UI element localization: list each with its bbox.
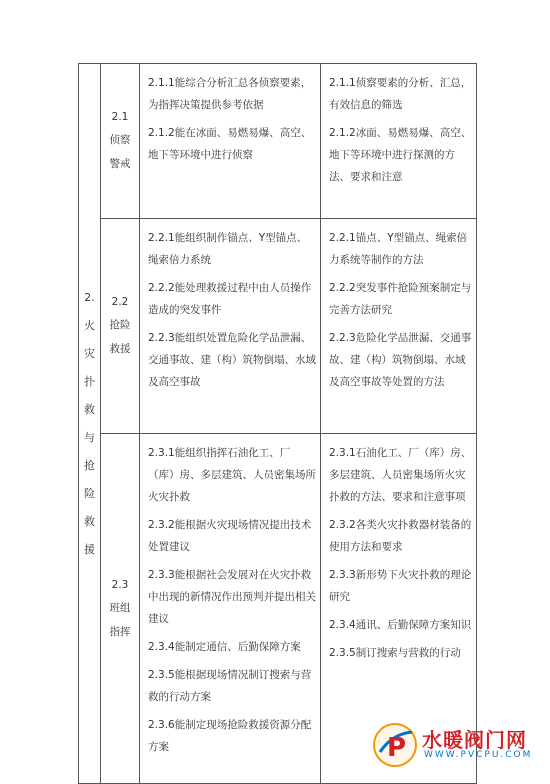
- watermark-url: WWW.PVCPU.COM: [424, 750, 533, 760]
- knowledge-item: 2.2.1锚点、Y型锚点、绳索倍力系统等制作的方法: [329, 232, 468, 266]
- requirement-item: 2.3.2能根据火灾现场情况提出技术处置建议: [148, 519, 312, 553]
- requirement-item: 2.1.2能在冰面、易燃易爆、高空、地下等环境中进行侦察: [148, 127, 312, 161]
- knowledge-item: 2.3.4通讯、后勤保障方案知识: [329, 619, 472, 631]
- section-name: 班组指挥: [109, 601, 131, 638]
- category-cell: [79, 64, 101, 784]
- knowledge-item: 2.1.1侦察要素的分析、汇总，有效信息的筛选: [329, 77, 472, 111]
- knowledge-cell: [321, 219, 477, 434]
- site-watermark: [372, 722, 542, 770]
- category-char: 扑: [84, 374, 95, 388]
- requirements-cell: [140, 434, 321, 784]
- knowledge-item: 2.2.3危险化学品泄漏、交通事故、建（构）筑物倒塌、水域及高空事故等处置的方法: [329, 332, 472, 388]
- standards-table: [78, 63, 477, 784]
- requirement-item: 2.1.1能综合分析汇总各侦察要素，为指挥决策提供参考依据: [148, 77, 312, 111]
- section-number: 2.1: [111, 111, 129, 123]
- requirement-item: 2.3.6能制定现场抢险救援资源分配方案: [148, 719, 312, 753]
- requirement-item: 2.2.3能组织处置危险化学品泄漏、交通事故、建（构）筑物倒塌、水域及高空事故: [148, 332, 316, 388]
- knowledge-cell: [321, 64, 477, 219]
- knowledge-item: 2.3.2各类火灾扑救器材装备的使用方法和要求: [329, 519, 472, 553]
- category-char: 救: [84, 514, 95, 528]
- category-char: 灾: [84, 346, 95, 360]
- section-cell: [101, 434, 140, 784]
- requirement-item: 2.3.1能组织指挥石油化工、厂（库）房、多层建筑、人员密集场所火灾扑救: [148, 447, 316, 503]
- watermark-logo-letter: P: [387, 733, 407, 763]
- watermark-logo-icon: [372, 722, 418, 768]
- table-row: [79, 64, 477, 219]
- section-cell: [101, 64, 140, 219]
- category-label: [79, 284, 100, 564]
- section-name: 侦察警戒: [109, 134, 131, 170]
- category-char: 援: [84, 542, 95, 556]
- knowledge-item: 2.3.5制订搜索与营救的行动: [329, 647, 461, 659]
- category-number: 2.: [84, 290, 95, 304]
- requirements-cell: [140, 64, 321, 219]
- category-char: 救: [84, 402, 95, 416]
- requirement-item: 2.2.2能处理救援过程中由人员操作造成的突发事件: [148, 282, 312, 316]
- category-char: 抢: [84, 458, 95, 472]
- requirement-item: 2.3.3能根据社会发展对在火灾扑救中出现的新情况作出预判并提出相关建议: [148, 569, 316, 625]
- knowledge-item: 2.3.1石油化工、厂（库）房、多层建筑、人员密集场所火灾扑救的方法、要求和注意事项: [329, 447, 472, 503]
- knowledge-item: 2.3.3新形势下火灾扑救的理论研究: [329, 569, 472, 603]
- requirement-item: 2.3.5能根据现场情况制订搜索与营救的行动方案: [148, 669, 312, 703]
- requirements-cell: [140, 219, 321, 434]
- section-number: 2.2: [111, 296, 129, 308]
- category-char: 火: [84, 318, 95, 332]
- table-row: [79, 219, 477, 434]
- section-number: 2.3: [111, 578, 129, 591]
- knowledge-item: 2.2.2突发事件抢险预案制定与完善方法研究: [329, 282, 472, 316]
- knowledge-item: 2.1.2冰面、易燃易爆、高空、地下等环境中进行探测的方法、要求和注意: [329, 127, 472, 183]
- section-cell: [101, 219, 140, 434]
- category-char: 与: [84, 430, 95, 444]
- category-char: 险: [84, 486, 95, 500]
- requirement-item: 2.3.4能制定通信、后勤保障方案: [148, 641, 301, 653]
- section-name: 抢险救援: [109, 319, 131, 355]
- watermark-title: 水暖阀门网: [422, 728, 527, 752]
- requirement-item: 2.2.1能组织制作锚点、Y型锚点、绳索倍力系统: [148, 232, 308, 266]
